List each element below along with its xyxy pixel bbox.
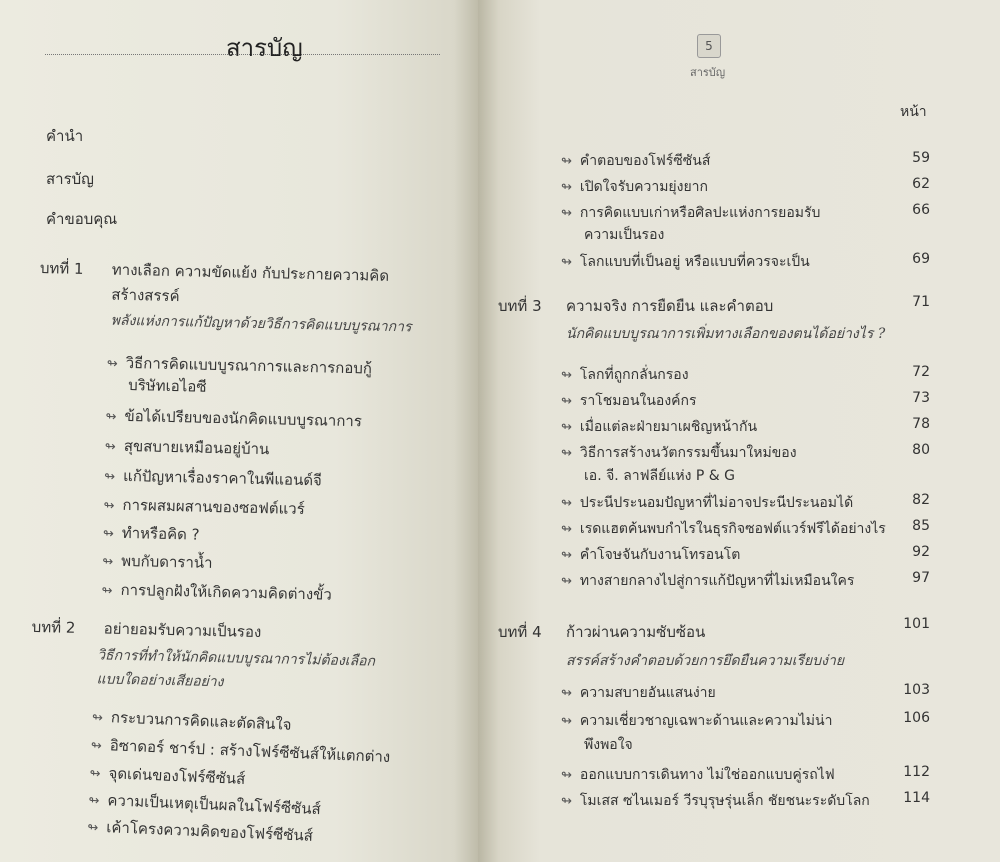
chapter-4-label: บทที่ 4 xyxy=(498,623,542,641)
chapter-4-title: ก้าวผ่านความซับซ้อน xyxy=(566,623,706,641)
toc-item: ↬ ความสบายอันแสนง่าย xyxy=(561,685,716,701)
chapter-1-title: ทางเลือก ความขัดแย้ง กับประกายความคิด xyxy=(111,260,390,285)
toc-item: ↬ การผสมผสานของซอฟต์แวร์ xyxy=(103,495,305,519)
toc-item: ↬ วิธีการคิดแบบบูรณาการและการกอบกู้ xyxy=(106,353,373,378)
toc-page-number: 85 xyxy=(912,518,930,534)
left-contents-lower xyxy=(0,0,478,862)
toc-item: ↬ ทางสายกลางไปสู่การแก้ปัญหาที่ไม่เหมือนใคร xyxy=(561,573,855,589)
toc-page-number: 106 xyxy=(903,710,930,726)
toc-item-cont: เอ. จี. ลาฟลีย์แห่ง P & G xyxy=(584,468,735,484)
toc-item: ↬ ข้อได้เปรียบของนักคิดแบบบูรณาการ xyxy=(105,406,363,431)
front-item-acknowledgements: คำขอบคุณ xyxy=(46,210,118,228)
chapter-4-subtitle: สรรค์สร้างคำตอบด้วยการยึดยืนความเรียบง่าย xyxy=(566,653,845,669)
toc-page-number: 80 xyxy=(912,442,930,458)
left-page xyxy=(0,0,478,862)
toc-item: ↬ เรดแฮตค้นพบกำไรในธุรกิจซอฟต์แวร์ฟรีได้อย่างไร xyxy=(561,521,886,537)
toc-item: ↬ คำโจษจันกับงานโทรอนโต xyxy=(561,547,741,563)
toc-item: ↬ เปิดใจรับความยุ่งยาก xyxy=(561,179,709,195)
toc-item: ↬ แก้ปัญหาเรื่องราคาในพีแอนด์จี xyxy=(104,466,323,490)
chapter-1-title-cont: สร้างสรรค์ xyxy=(111,285,180,306)
toc-item: ↬ ทำหรือคิด ? xyxy=(102,523,200,544)
front-item-contents: สารบัญ xyxy=(46,170,94,188)
chapter-2-subtitle: วิธีการที่ทำให้นักคิดแบบบูรณาการไม่ต้องเลือก xyxy=(96,647,376,670)
toc-item: ↬ เมื่อแต่ละฝ่ายมาเผชิญหน้ากัน xyxy=(561,419,758,435)
chapter-3-page: 71 xyxy=(912,294,930,310)
page-title: สารบัญ xyxy=(226,34,303,62)
toc-page-number: 103 xyxy=(903,682,930,698)
toc-page-number: 73 xyxy=(912,390,930,406)
toc-page-number: 62 xyxy=(912,176,930,192)
toc-page-number: 66 xyxy=(912,202,930,218)
toc-page-number: 72 xyxy=(912,364,930,380)
toc-item: ↬ คำตอบของโฟร์ซีซันส์ xyxy=(561,153,711,169)
toc-item: ↬ สุขสบายเหมือนอยู่บ้าน xyxy=(104,436,270,459)
toc-item: ↬ กระบวนการคิดและตัดสินใจ xyxy=(91,708,292,734)
toc-item: ↬ โลกที่ถูกกลั่นกรอง xyxy=(561,367,689,383)
right-page xyxy=(478,0,1000,862)
page-number-box: 5 xyxy=(697,34,721,58)
toc-item: ↬ จุดเด่นของโฟร์ซีซันส์ xyxy=(89,764,246,788)
chapter-2-title: อย่ายอมรับความเป็นรอง xyxy=(103,619,262,642)
chapter-3-subtitle: นักคิดแบบบูรณาการเพิ่มทางเลือกของตนได้อย่างไร ? xyxy=(566,326,886,342)
toc-item: ↬ ราโชมอนในองค์กร xyxy=(561,393,697,409)
toc-item: ↬ ความเป็นเหตุเป็นผลในโฟร์ซีซันส์ xyxy=(88,791,322,819)
toc-item-cont: พึงพอใจ xyxy=(584,737,633,753)
toc-item: ↬ ประนีประนอมปัญหาที่ไม่อาจประนีประนอมได้ xyxy=(561,495,854,511)
toc-item: ↬ อิซาดอร์ ชาร์ป : สร้างโฟร์ซีซันส์ให้แตกต่าง xyxy=(90,736,391,766)
chapter-4-page: 101 xyxy=(903,616,930,632)
chapter-1-subtitle: พลังแห่งการแก้ปัญหาด้วยวิธีการคิดแบบบูรณาการ xyxy=(110,312,412,336)
running-head: สารบัญ xyxy=(690,66,726,79)
toc-page-number: 92 xyxy=(912,544,930,560)
toc-item: ↬ เค้าโครงความคิดของโฟร์ซีซันส์ xyxy=(87,818,314,845)
toc-page-number: 78 xyxy=(912,416,930,432)
toc-page-number: 112 xyxy=(903,764,930,780)
chapter-1-label: บทที่ 1 xyxy=(39,258,84,278)
toc-item: ↬ วิธีการสร้างนวัตกรรมขึ้นมาใหม่ของ xyxy=(561,445,797,461)
toc-item: ↬ ออกแบบการเดินทาง ไม่ใช่ออกแบบคู่รถไฟ xyxy=(561,767,835,783)
toc-item: ↬ การปลูกฝังให้เกิดความคิดต่างขั้ว xyxy=(101,580,333,604)
toc-item: ↬ โมเสส ซไนเมอร์ วีรบุรุษรุ่นเล็ก ชัยชนะระดับโลก xyxy=(561,793,870,809)
chapter-2-subtitle-cont: แบบใดอย่างเสียอย่าง xyxy=(96,671,224,691)
toc-page-number: 97 xyxy=(912,570,930,586)
toc-page-number: 82 xyxy=(912,492,930,508)
toc-item: ↬ การคิดแบบเก่าหรือศิลปะแห่งการยอมรับ xyxy=(561,205,821,221)
toc-item-cont: ความเป็นรอง xyxy=(584,227,665,243)
chapter-2-label: บทที่ 2 xyxy=(31,617,76,637)
toc-item-cont: บริษัทเอไอซี xyxy=(128,376,207,396)
toc-item: ↬ พบกับดาราน้ำ xyxy=(102,551,213,572)
chapter-3-label: บทที่ 3 xyxy=(498,297,542,315)
toc-page-number: 59 xyxy=(912,150,930,166)
toc-page-number: 69 xyxy=(912,251,930,267)
toc-page-number: 114 xyxy=(903,790,930,806)
chapter-3-title: ความจริง การยืดยืน และคำตอบ xyxy=(566,297,774,315)
toc-item: ↬ โลกแบบที่เป็นอยู่ หรือแบบที่ควรจะเป็น xyxy=(561,254,810,270)
page-column-heading: หน้า xyxy=(900,104,927,120)
front-item-preface: คำนำ xyxy=(46,127,84,145)
toc-item: ↬ ความเชี่ยวชาญเฉพาะด้านและความไม่น่า xyxy=(561,713,833,729)
